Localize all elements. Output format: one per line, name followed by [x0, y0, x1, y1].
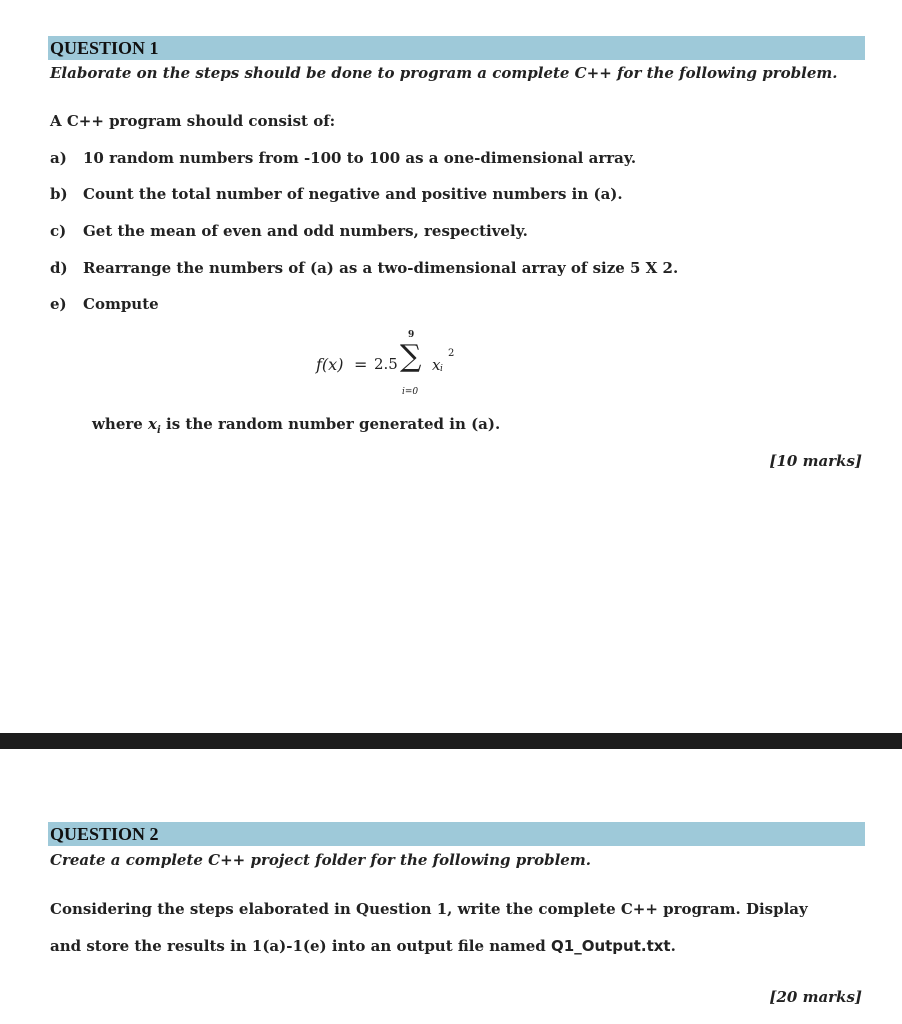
list-item-c [50, 222, 528, 240]
formula-lhs: f(x) [316, 355, 344, 374]
question-2-instruction: Create a complete C++ project folder for the following problem. [50, 851, 591, 869]
summation-formula [316, 330, 486, 410]
program-intro: A C++ program should consist of: [50, 112, 336, 130]
formula-variable: x [432, 356, 441, 374]
list-item-b [50, 185, 623, 203]
item-text: Count the total number of negative and positive numbers in (a). [83, 185, 623, 203]
paragraph-line-1: Considering the steps elaborated in Question 1, write the complete C++ program. Display [50, 900, 808, 918]
sum-lower-limit: i=0 [402, 387, 419, 397]
paragraph-line-2-text: and store the results in 1(a)-1(e) into an output file named [50, 937, 546, 955]
question-2-marks: [20 marks] [769, 988, 862, 1006]
item-text: Rearrange the numbers of (a) as a two-dimensional array of size 5 X 2. [83, 259, 679, 277]
question-1-marks: [10 marks] [769, 452, 862, 470]
item-label: c) [50, 222, 67, 240]
list-item-e [50, 295, 159, 313]
item-text: 10 random numbers from -100 to 100 as a one-dimensional array. [83, 149, 637, 167]
formula-subscript: i [440, 364, 443, 374]
question-1-heading: QUESTION 1 [48, 36, 865, 60]
item-label: d) [50, 259, 68, 277]
item-label: b) [50, 185, 68, 203]
output-filename: Q1_Output.txt [551, 937, 671, 955]
item-label: e) [50, 295, 67, 313]
where-variable: x [148, 415, 157, 433]
question-1-instruction: Elaborate on the steps should be done to program a complete C++ for the following problem. [50, 64, 838, 82]
paragraph-line-2 [50, 928, 865, 965]
item-label: a) [50, 149, 67, 167]
formula-exponent: 2 [448, 348, 455, 359]
sum-upper-limit: 9 [408, 330, 415, 340]
item-text: Get the mean of even and odd numbers, respectively. [83, 222, 528, 240]
section-divider [0, 733, 902, 749]
where-clause [92, 415, 500, 436]
where-prefix: where [92, 415, 143, 433]
list-item-a [50, 149, 636, 167]
formula-coefficient: 2.5 [374, 355, 398, 373]
item-text: Compute [83, 295, 159, 313]
paragraph-line-2-end: . [670, 937, 676, 955]
list-item-d [50, 259, 678, 277]
formula-equals: = [354, 355, 368, 374]
question-2-heading: QUESTION 2 [48, 822, 865, 846]
where-suffix: is the random number generated in (a). [166, 415, 501, 433]
question-2-paragraph [50, 891, 865, 965]
sigma-symbol: ∑ [400, 339, 422, 374]
where-subscript: i [157, 425, 161, 436]
